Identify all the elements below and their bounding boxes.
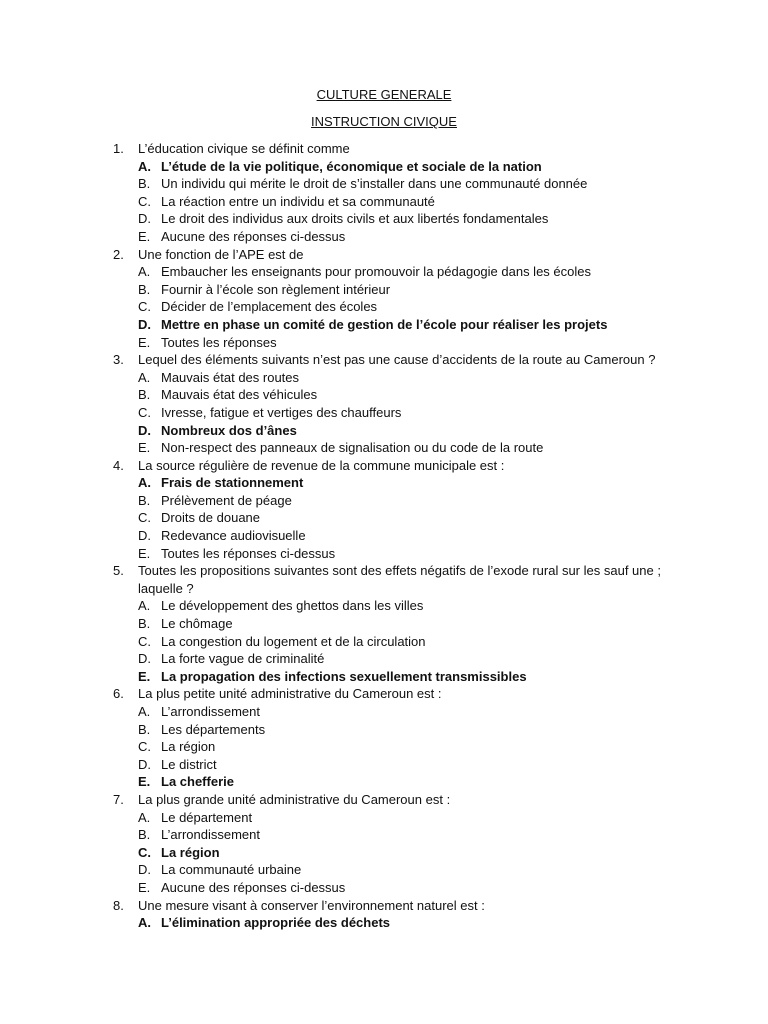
option-text: La propagation des infections sexuellement transmissibles <box>161 668 527 684</box>
answer-option <box>113 210 673 228</box>
question-number: 7. <box>113 791 124 807</box>
option-text: Ivresse, fatigue et vertiges des chauffeurs <box>161 404 402 420</box>
option-text: La forte vague de criminalité <box>161 651 325 667</box>
option-text: Mauvais état des routes <box>161 369 300 385</box>
option-letter: A. <box>138 915 151 931</box>
question-3 <box>113 351 673 457</box>
option-text: Fournir à l’école son règlement intérieur <box>161 281 391 297</box>
option-letter: C. <box>138 404 151 420</box>
option-text: La congestion du logement et de la circulation <box>161 633 426 649</box>
option-text: Le chômage <box>161 616 233 632</box>
answer-option <box>113 175 673 193</box>
option-text: Prélèvement de péage <box>161 492 292 508</box>
question-number: 3. <box>113 352 124 368</box>
option-text: Embaucher les enseignants pour promouvoir la pédagogie dans les écoles <box>161 264 591 280</box>
option-text: Droits de douane <box>161 510 261 526</box>
question-text: La plus petite unité administrative du Cameroun est : <box>138 686 442 702</box>
option-letter: C. <box>138 844 151 860</box>
option-text: La réaction entre un individu et sa communauté <box>161 193 435 209</box>
answer-option <box>113 738 673 756</box>
question-text: Lequel des éléments suivants n’est pas une cause d’accidents de la route au Cameroun ? <box>138 352 656 368</box>
answer-option <box>113 703 673 721</box>
option-letter: D. <box>138 422 151 438</box>
answer-option <box>113 492 673 510</box>
question-8 <box>113 897 673 932</box>
option-text: Les départements <box>161 721 266 737</box>
question-number: 6. <box>113 686 124 702</box>
option-text: Un individu qui mérite le droit de s’installer dans une communauté donnée <box>161 176 588 192</box>
answer-option <box>113 809 673 827</box>
document-subtitle: INSTRUCTION CIVIQUE <box>311 114 457 129</box>
option-text: Frais de stationnement <box>161 475 304 491</box>
option-letter: E. <box>138 668 151 684</box>
answer-option <box>113 527 673 545</box>
option-text: Toutes les réponses ci-dessus <box>161 545 336 561</box>
question-stem <box>113 791 673 809</box>
answer-option <box>113 721 673 739</box>
option-letter: E. <box>138 334 151 350</box>
option-text: Redevance audiovisuelle <box>161 528 306 544</box>
answer-option <box>113 756 673 774</box>
option-letter: B. <box>138 492 151 508</box>
option-letter: D. <box>138 528 151 544</box>
option-letter: C. <box>138 193 151 209</box>
answer-option-correct <box>113 316 673 334</box>
option-letter: A. <box>138 264 151 280</box>
answer-option <box>113 509 673 527</box>
question-6 <box>113 685 673 791</box>
answer-option-correct <box>113 668 673 686</box>
answer-option <box>113 650 673 668</box>
question-5 <box>113 562 673 685</box>
question-stem <box>113 685 673 703</box>
answer-option <box>113 879 673 897</box>
option-letter: A. <box>138 369 151 385</box>
option-letter: A. <box>138 598 151 614</box>
question-text: La source régulière de revenue de la commune municipale est : <box>138 457 505 473</box>
option-text: La communauté urbaine <box>161 862 302 878</box>
option-letter: B. <box>138 176 151 192</box>
option-letter: C. <box>138 739 151 755</box>
option-text: La région <box>161 844 220 860</box>
option-text: La région <box>161 739 216 755</box>
option-letter: D. <box>138 862 151 878</box>
answer-option <box>113 386 673 404</box>
answer-option <box>113 263 673 281</box>
option-text: L’élimination appropriée des déchets <box>161 915 391 931</box>
question-number: 2. <box>113 246 124 262</box>
option-letter: A. <box>138 704 151 719</box>
question-1 <box>113 140 673 246</box>
question-stem <box>113 562 673 597</box>
option-letter: C. <box>138 299 151 315</box>
question-7 <box>113 791 673 897</box>
answer-option-correct <box>113 474 673 492</box>
question-text: La plus grande unité administrative du Cameroun est : <box>138 791 451 807</box>
question-number: 5. <box>113 563 124 579</box>
question-text: Une mesure visant à conserver l’environnement naturel est : <box>138 897 485 913</box>
option-letter: E. <box>138 228 151 244</box>
option-letter: D. <box>138 316 151 332</box>
question-text: L’éducation civique se définit comme <box>138 141 350 156</box>
option-letter: E. <box>138 545 151 561</box>
answer-option <box>113 633 673 651</box>
question-stem <box>113 457 673 475</box>
option-text: Le district <box>161 756 217 772</box>
question-number: 8. <box>113 897 124 913</box>
option-text: Non-respect des panneaux de signalisation ou du code de la route <box>161 440 544 456</box>
answer-option <box>113 281 673 299</box>
question-number: 1. <box>113 141 124 156</box>
answer-option <box>113 861 673 879</box>
question-number: 4. <box>113 457 124 473</box>
answer-option <box>113 334 673 352</box>
option-text: Décider de l’emplacement des écoles <box>161 299 378 315</box>
answer-option-correct <box>113 158 673 176</box>
option-text: Mauvais état des véhicules <box>161 387 318 403</box>
answer-option <box>113 193 673 211</box>
option-text: Le droit des individus aux droits civils et aux libertés fondamentales <box>161 211 549 227</box>
option-letter: B. <box>138 721 151 737</box>
answer-option <box>113 615 673 633</box>
answer-option <box>113 439 673 457</box>
option-text: Le département <box>161 809 253 825</box>
option-text: Le développement des ghettos dans les villes <box>161 598 424 614</box>
option-letter: B. <box>138 387 151 403</box>
option-letter: E. <box>138 879 151 895</box>
option-letter: B. <box>138 616 151 632</box>
option-letter: A. <box>138 158 151 174</box>
option-letter: A. <box>138 475 151 491</box>
answer-option <box>113 545 673 563</box>
answer-option-correct <box>113 844 673 862</box>
question-list <box>113 140 673 932</box>
answer-option <box>113 826 673 844</box>
option-text: La chefferie <box>161 774 234 790</box>
option-text: L’étude de la vie politique, économique et sociale de la nation <box>161 158 542 174</box>
question-stem <box>113 246 673 264</box>
question-text: Une fonction de l’APE est de <box>138 246 304 262</box>
question-4 <box>113 457 673 563</box>
answer-option <box>113 298 673 316</box>
answer-option <box>113 369 673 387</box>
option-text: Nombreux dos d’ânes <box>161 422 297 438</box>
question-2 <box>113 246 673 352</box>
document-title: CULTURE GENERALE <box>316 87 452 102</box>
answer-option-correct <box>113 914 673 932</box>
option-letter: E. <box>138 440 151 456</box>
option-text: Toutes les réponses <box>161 334 277 350</box>
option-letter: D. <box>138 651 151 667</box>
answer-option <box>113 404 673 422</box>
answer-option-correct <box>113 773 673 791</box>
option-letter: A. <box>138 809 151 825</box>
answer-option <box>113 228 673 246</box>
option-letter: D. <box>138 756 151 772</box>
option-letter: B. <box>138 281 151 297</box>
question-text: Toutes les propositions suivantes sont des effets négatifs de l’exode rural sur les sauf une ; laquelle ? <box>138 563 661 596</box>
option-text: Aucune des réponses ci-dessus <box>161 228 346 244</box>
option-text: L’arrondissement <box>161 704 260 719</box>
option-letter: B. <box>138 827 151 843</box>
option-text: Mettre en phase un comité de gestion de l’école pour réaliser les projets <box>161 316 608 332</box>
option-text: L’arrondissement <box>161 827 260 843</box>
question-stem <box>113 897 673 915</box>
option-letter: D. <box>138 211 151 227</box>
answer-option <box>113 597 673 615</box>
option-letter: C. <box>138 633 151 649</box>
question-stem <box>113 351 673 369</box>
option-letter: E. <box>138 774 151 790</box>
answer-option-correct <box>113 422 673 440</box>
question-stem <box>113 140 673 158</box>
option-letter: C. <box>138 510 151 526</box>
option-text: Aucune des réponses ci-dessus <box>161 879 346 895</box>
